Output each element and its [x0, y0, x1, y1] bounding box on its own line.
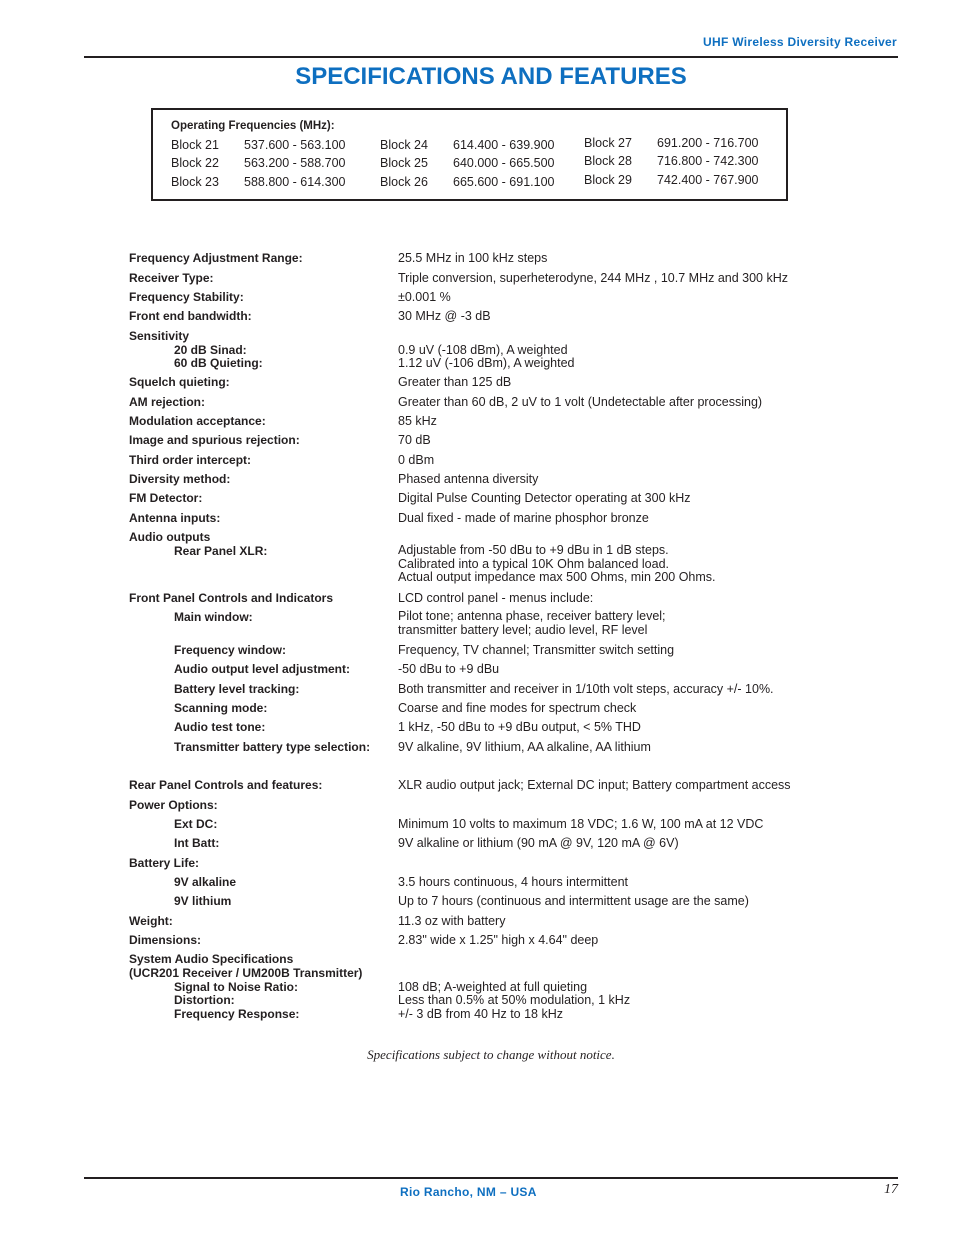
spec-value: 25.5 MHz in 100 kHz steps: [398, 251, 548, 265]
spec-label: Battery level tracking:: [174, 682, 300, 696]
spec-value: Minimum 10 volts to maximum 18 VDC; 1.6 W, 100 mA at 12 VDC: [398, 817, 764, 831]
block-label: Block 28: [584, 154, 632, 169]
spec-value-group: [398, 544, 716, 585]
spec-label: Scanning mode:: [174, 701, 268, 715]
spec-value: Up to 7 hours (continuous and intermittent usage are the same): [398, 894, 749, 908]
spec-value-line: Calibrated into a typical 10K Ohm balanced load.: [398, 556, 669, 571]
block-label: Block 23: [171, 174, 219, 189]
spec-label: Rear Panel Controls and features:: [129, 778, 323, 792]
operating-frequencies-box: [151, 108, 788, 201]
spec-value: XLR audio output jack; External DC input; Battery compartment access: [398, 778, 791, 792]
spec-value: 1 kHz, -50 dBu to +9 dBu output, < 5% THD: [398, 720, 641, 734]
spec-value: Triple conversion, superheterodyne, 244 MHz , 10.7 MHz and 300 kHz: [398, 271, 789, 285]
frequencies-heading: Operating Frequencies (MHz):: [171, 120, 335, 132]
spec-label: AM rejection:: [129, 395, 206, 409]
block-label: Block 26: [380, 174, 428, 189]
block-range: 742.400 - 767.900: [657, 172, 759, 187]
spec-label: Squelch quieting:: [129, 375, 230, 389]
spec-value: Dual fixed - made of marine phosphor bronze: [398, 511, 649, 525]
spec-value-line: transmitter battery level; audio level, RF level: [398, 622, 648, 637]
spec-value: Frequency, TV channel; Transmitter switch setting: [398, 643, 675, 657]
block-range: 563.200 - 588.700: [244, 156, 346, 171]
spec-label: 20 dB Sinad:: [174, 343, 247, 357]
spec-label: Third order intercept:: [129, 453, 252, 467]
block-range: 640.000 - 665.500: [453, 156, 555, 171]
spec-label: Modulation acceptance:: [129, 414, 266, 428]
spec-label: FM Detector:: [129, 491, 203, 505]
spec-value: 0 dBm: [398, 453, 435, 467]
spec-value: Greater than 60 dB, 2 uV to 1 volt (Undetectable after processing): [398, 395, 763, 409]
spec-label: Battery Life:: [129, 856, 200, 870]
spec-label: Receiver Type:: [129, 271, 214, 285]
spec-value: LCD control panel - menus include:: [398, 591, 594, 605]
spec-label: Sensitivity: [129, 329, 190, 343]
spec-label: 9V lithium: [174, 894, 232, 908]
block-range: 665.600 - 691.100: [453, 174, 555, 189]
header-rule: [84, 56, 898, 58]
spec-value-line: Adjustable from -50 dBu to +9 dBu in 1 dB steps.: [398, 543, 669, 557]
spec-label: Frequency Adjustment Range:: [129, 251, 303, 265]
spec-value: ±0.001 %: [398, 290, 451, 304]
spec-value: -50 dBu to +9 dBu: [398, 662, 500, 676]
spec-label: Frequency Stability:: [129, 290, 244, 304]
footer-rule: [84, 1177, 898, 1179]
spec-label: Ext DC:: [174, 817, 218, 831]
spec-label: Distortion:: [174, 993, 235, 1007]
spec-value-line: Actual output impedance max 500 Ohms, min 200 Ohms.: [398, 570, 716, 584]
footer-location: Rio Rancho, NM – USA: [400, 1185, 537, 1199]
spec-label: Power Options:: [129, 798, 218, 812]
spec-value-group: [398, 610, 666, 637]
block-label: Block 22: [171, 156, 219, 171]
spec-value: 108 dB; A-weighted at full quieting: [398, 980, 588, 994]
spec-value: 2.83" wide x 1.25" high x 4.64" deep: [398, 933, 599, 947]
spec-label: Int Batt:: [174, 836, 220, 850]
spec-label: Weight:: [129, 914, 173, 928]
spec-value: 9V alkaline, 9V lithium, AA alkaline, AA lithium: [398, 740, 651, 754]
spec-value: 70 dB: [398, 433, 431, 447]
spec-label: Front end bandwidth:: [129, 309, 252, 323]
spec-value-line: Pilot tone; antenna phase, receiver battery level;: [398, 609, 666, 623]
page-title: SPECIFICATIONS AND FEATURES: [295, 63, 687, 90]
spec-value: 1.12 uV (-106 dBm), A weighted: [398, 356, 575, 370]
spec-value: 30 MHz @ -3 dB: [398, 309, 491, 323]
block-label: Block 21: [171, 138, 219, 152]
block-label: Block 25: [380, 156, 428, 171]
spec-label: Audio test tone:: [174, 720, 266, 734]
spec-label: System Audio Specifications: [129, 952, 294, 966]
block-label: Block 27: [584, 136, 632, 150]
spec-value: Phased antenna diversity: [398, 472, 539, 486]
spec-value: Coarse and fine modes for spectrum check: [398, 701, 637, 715]
block-range: 691.200 - 716.700: [657, 136, 759, 150]
block-label: Block 24: [380, 138, 428, 152]
spec-label: Main window:: [174, 610, 253, 624]
spec-label: 60 dB Quieting:: [174, 356, 263, 370]
spec-label: Transmitter battery type selection:: [174, 740, 371, 754]
spec-label: Audio output level adjustment:: [174, 662, 350, 676]
spec-label: Image and spurious rejection:: [129, 433, 300, 447]
block-range: 716.800 - 742.300: [657, 154, 759, 169]
change-notice: Specifications subject to change without notice.: [367, 1047, 615, 1062]
spec-label: 9V alkaline: [174, 875, 237, 889]
spec-value: Both transmitter and receiver in 1/10th volt steps, accuracy +/- 10%.: [398, 682, 774, 696]
block-range: 614.400 - 639.900: [453, 138, 555, 152]
spec-label: Frequency window:: [174, 643, 287, 657]
spec-value: 11.3 oz with battery: [398, 914, 506, 928]
spec-label: Diversity method:: [129, 472, 231, 486]
spec-label: Front Panel Controls and Indicators: [129, 591, 334, 605]
block-range: 588.800 - 614.300: [244, 174, 346, 189]
spec-label: (UCR201 Receiver / UM200B Transmitter): [129, 966, 363, 980]
spec-label: Rear Panel XLR:: [174, 544, 268, 558]
spec-value: +/- 3 dB from 40 Hz to 18 kHz: [398, 1007, 563, 1021]
block-range: 537.600 - 563.100: [244, 138, 346, 152]
spec-label: Antenna inputs:: [129, 511, 221, 525]
spec-label: Signal to Noise Ratio:: [174, 980, 299, 994]
spec-label: Audio outputs: [129, 530, 211, 544]
spec-value: Greater than 125 dB: [398, 375, 512, 389]
spec-value: 3.5 hours continuous, 4 hours intermittent: [398, 875, 628, 889]
spec-value: Digital Pulse Counting Detector operating at 300 kHz: [398, 491, 691, 505]
spec-value: 85 kHz: [398, 414, 437, 428]
block-label: Block 29: [584, 172, 632, 187]
spec-label: Dimensions:: [129, 933, 202, 947]
spec-label: Frequency Response:: [174, 1007, 300, 1021]
header-title: UHF Wireless Diversity Receiver: [703, 35, 897, 49]
spec-value: 9V alkaline or lithium (90 mA @ 9V, 120 mA @ 6V): [398, 836, 679, 850]
page-number: 17: [884, 1182, 898, 1197]
spec-value: Less than 0.5% at 50% modulation, 1 kHz: [398, 993, 631, 1007]
spec-value: 0.9 uV (-108 dBm), A weighted: [398, 343, 568, 357]
